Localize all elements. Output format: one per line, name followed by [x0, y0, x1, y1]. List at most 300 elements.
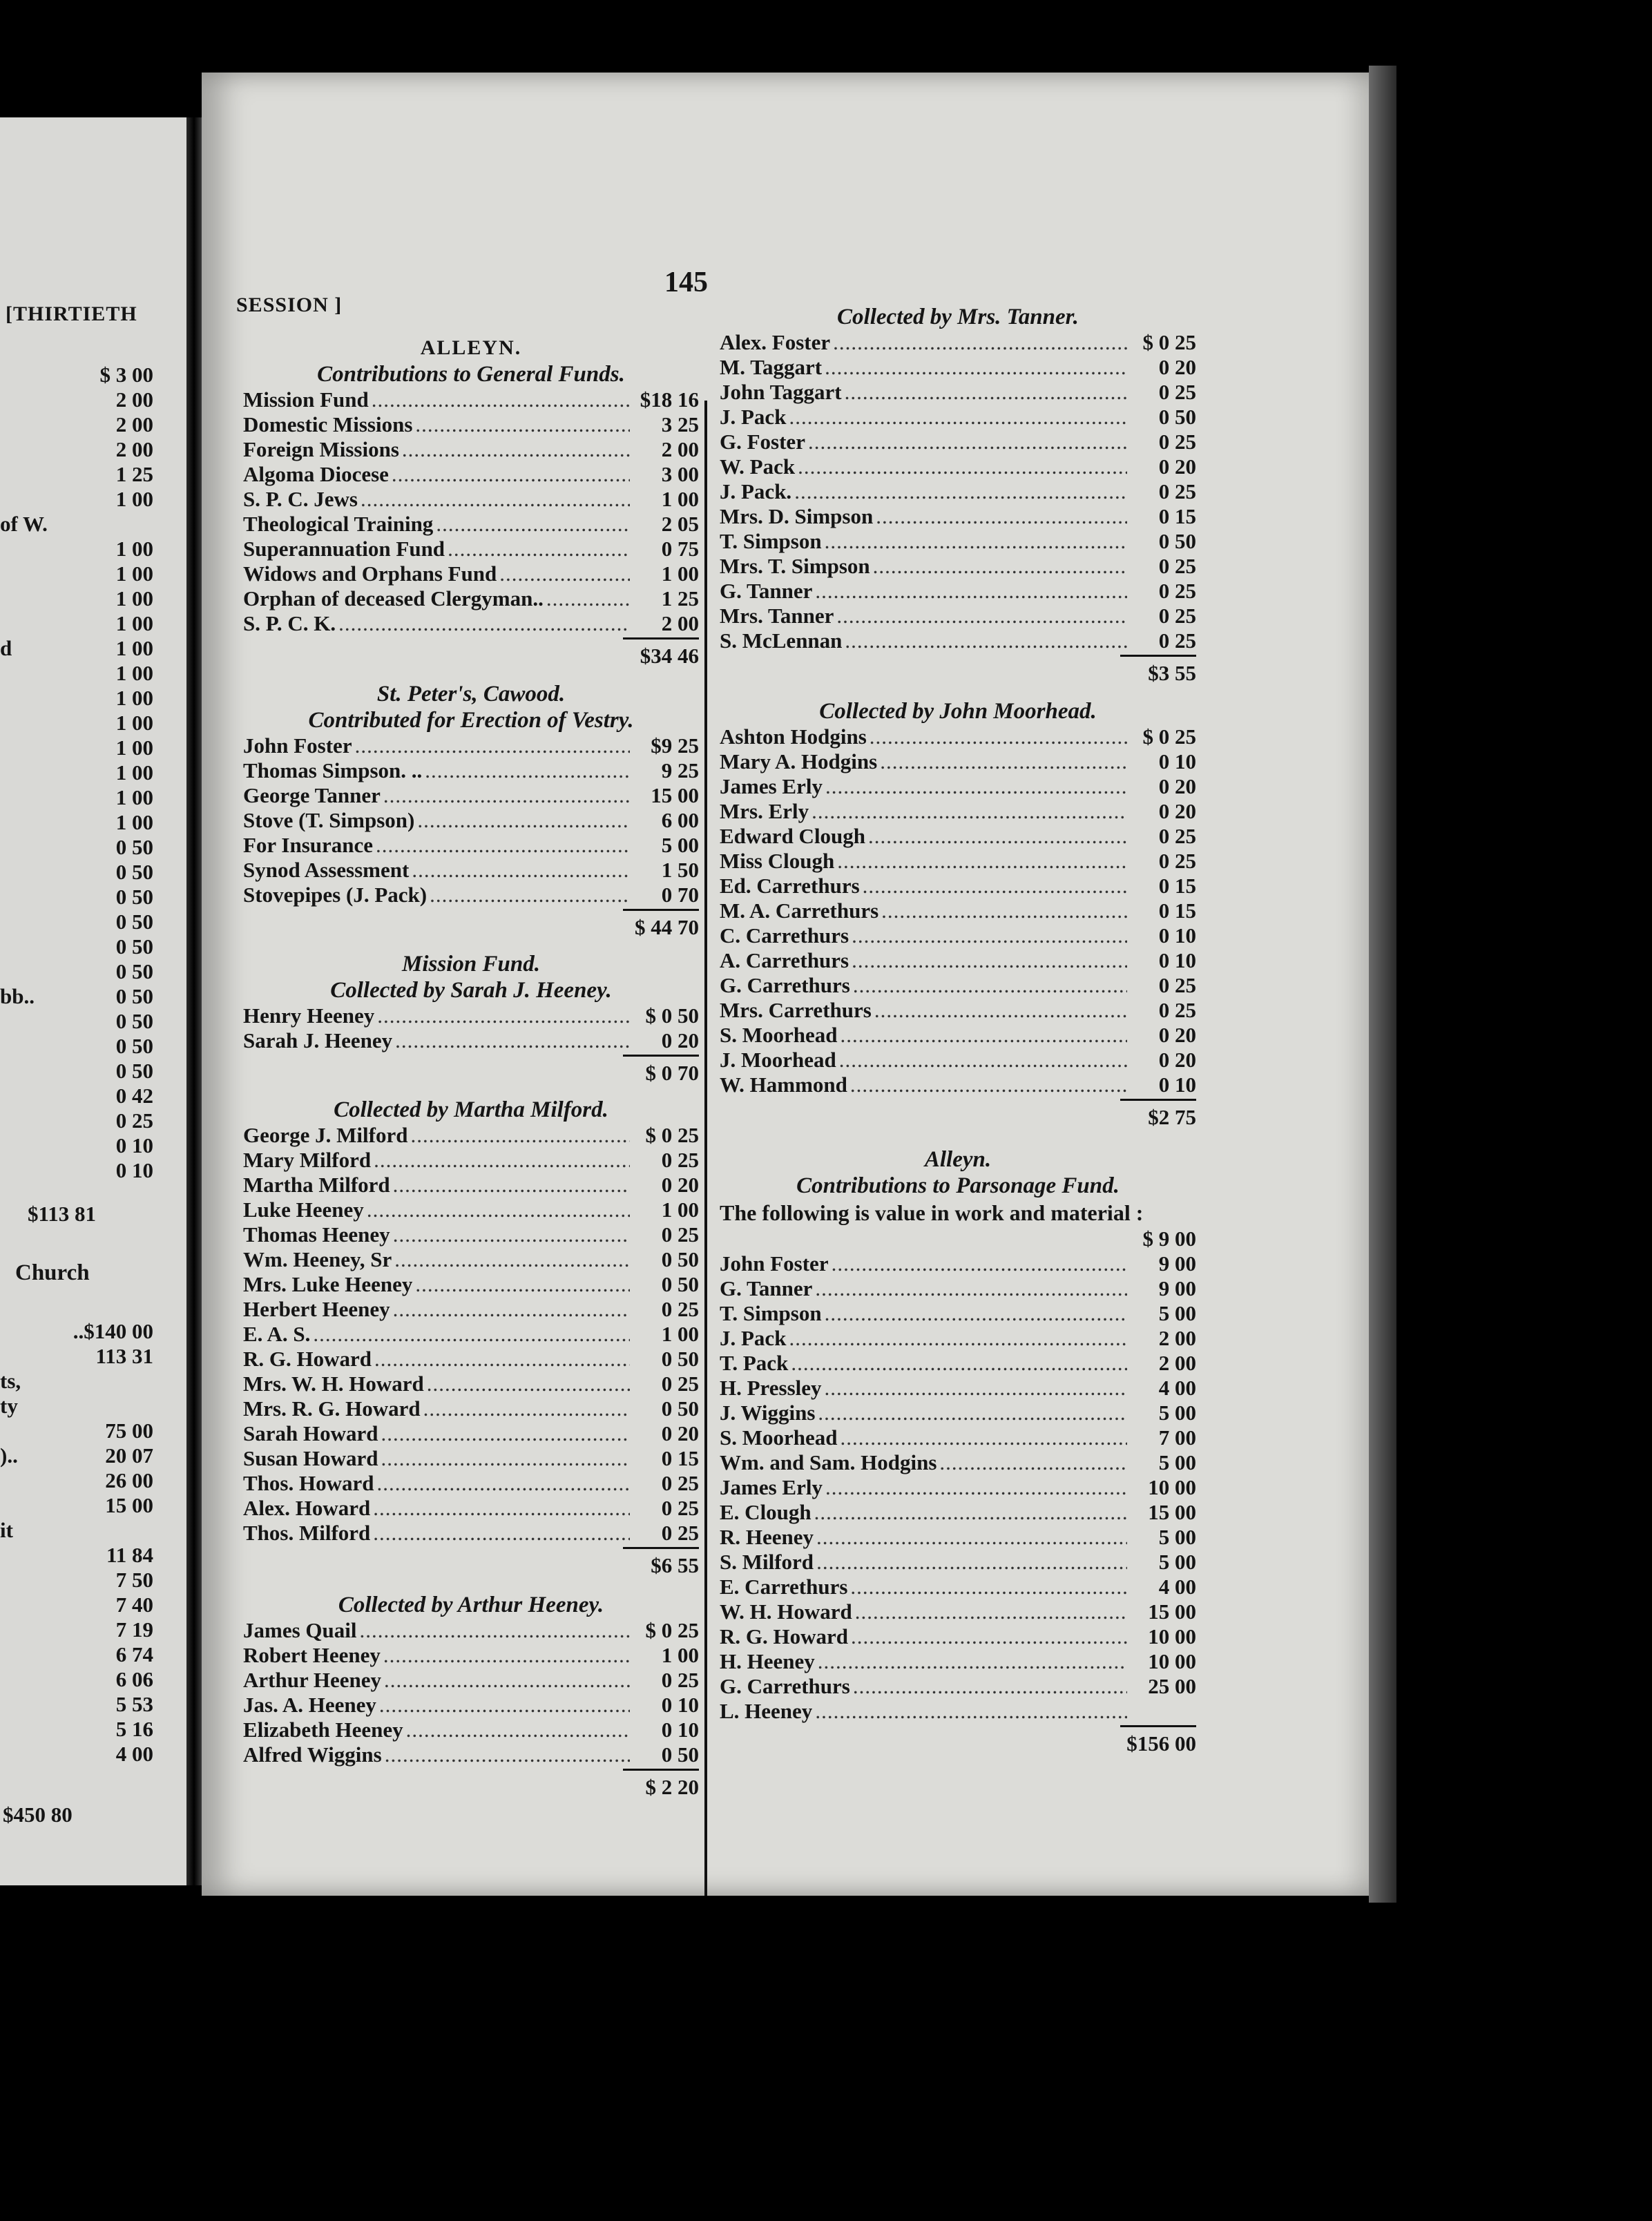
left-page-row — [0, 1568, 153, 1593]
ledger-row — [243, 512, 699, 537]
leader-dots — [863, 874, 1127, 898]
amount: 0 25 — [661, 1496, 699, 1520]
ledger-row — [243, 1297, 699, 1322]
leader-dots — [876, 504, 1127, 529]
ledger-row — [243, 1173, 699, 1198]
leader-dots — [816, 1550, 1127, 1575]
contributor-name: G. Carrethurs — [720, 973, 850, 997]
amount: 5 00 — [1158, 1301, 1196, 1325]
column-right — [720, 304, 1196, 1758]
leader-dots — [825, 1301, 1127, 1326]
ledger-row — [243, 1372, 699, 1396]
leader-dots — [423, 1396, 630, 1421]
leader-dots — [825, 355, 1127, 380]
ledger-row — [243, 487, 699, 512]
ledger-row — [243, 808, 699, 833]
contributor-name: G. Carrethurs — [720, 1674, 850, 1698]
contributor-name: G. Tanner — [720, 579, 813, 603]
amount: 2 00 — [661, 437, 699, 461]
leader-dots — [430, 883, 630, 907]
ledger-row — [243, 537, 699, 561]
left-page-row — [0, 1369, 153, 1394]
leader-dots — [841, 1425, 1128, 1450]
contributor-name: M. A. Carrethurs — [720, 898, 879, 923]
ledger-row — [243, 1148, 699, 1173]
contributor-name: J. Moorhead — [720, 1048, 836, 1072]
ledger-row — [720, 824, 1196, 849]
amount: 0 50 — [661, 1396, 699, 1421]
left-page-row — [0, 1419, 153, 1443]
leader-dots — [818, 1401, 1127, 1425]
leader-dots — [415, 1272, 630, 1297]
leader-dots — [415, 412, 630, 437]
contributor-name: Mrs. Luke Heeney — [243, 1272, 413, 1296]
leader-dots — [841, 1023, 1128, 1048]
leader-dots — [870, 724, 1127, 749]
right-page — [202, 73, 1369, 1896]
left-page-row — [0, 1667, 153, 1692]
ledger-row — [243, 387, 699, 412]
ledger-row — [243, 1322, 699, 1347]
leader-dots — [384, 1668, 630, 1693]
ledger-row — [720, 1450, 1196, 1475]
contributor-name: Martha Milford — [243, 1173, 390, 1197]
left-page-row — [0, 1593, 153, 1617]
contributor-name: Alex. Howard — [243, 1496, 371, 1520]
ledger-row — [720, 1500, 1196, 1525]
amount: 0 10 — [1158, 749, 1196, 773]
contributor-name: James Erly — [720, 1475, 823, 1499]
leader-dots — [381, 1421, 631, 1446]
section-total: $ 2 20 — [645, 1775, 699, 1799]
left-page-row — [0, 1468, 153, 1493]
ledger-row — [720, 1023, 1196, 1048]
ledger-row — [720, 1073, 1196, 1097]
ledger-row — [243, 561, 699, 586]
left-page-row — [0, 686, 153, 711]
amount: 9 00 — [1158, 1251, 1196, 1276]
left-page-amount: 4 00 — [115, 1742, 153, 1766]
left-page-row — [0, 1394, 153, 1419]
leader-dots — [313, 1322, 630, 1347]
amount: 5 00 — [1158, 1550, 1196, 1574]
left-page-row — [0, 934, 153, 959]
left-page-row — [0, 462, 153, 487]
ledger-row — [720, 1649, 1196, 1674]
ledger-row — [720, 405, 1196, 430]
contributor-name: M. Taggart — [720, 355, 823, 379]
contributor-name: Jas. A. Heeney — [243, 1693, 376, 1717]
left-page-row — [0, 512, 153, 537]
ledger-row — [243, 883, 699, 907]
amount: 0 25 — [1158, 479, 1196, 503]
left-page-amount: 113 31 — [95, 1344, 153, 1368]
left-page-label: it — [0, 1518, 13, 1542]
section-title: Collected by Mrs. Tanner. — [837, 305, 1079, 329]
leader-dots — [839, 1048, 1127, 1073]
amount: 0 20 — [1158, 454, 1196, 479]
ledger-row — [720, 430, 1196, 454]
section-total: $3 55 — [1148, 661, 1196, 685]
contributor-name: For Insurance — [243, 833, 374, 857]
ledger-row — [243, 1618, 699, 1643]
leader-dots — [845, 380, 1127, 405]
amount: 5 00 — [1158, 1450, 1196, 1474]
amount: 0 25 — [1158, 998, 1196, 1022]
left-page — [0, 117, 186, 1885]
ledger-row — [720, 948, 1196, 973]
ledger-row — [243, 1198, 699, 1222]
amount: 5 00 — [661, 833, 699, 857]
leader-dots — [394, 1247, 630, 1272]
left-page-amount: 0 50 — [115, 1059, 153, 1083]
left-page-row — [0, 437, 153, 462]
amount: 0 25 — [661, 1372, 699, 1396]
contributor-name: Henry Heeney — [243, 1003, 375, 1028]
leader-dots — [808, 430, 1127, 454]
left-page-row — [0, 711, 153, 735]
left-page-amount: 75 00 — [105, 1419, 153, 1443]
contributor-name: Elizabeth Heeney — [243, 1718, 403, 1742]
page-edge — [1369, 66, 1396, 1903]
leader-dots — [385, 1742, 630, 1767]
ledger-row — [720, 1048, 1196, 1073]
amount: 6 00 — [661, 808, 699, 832]
contributor-name: Algoma Diocese — [243, 462, 389, 486]
left-page-row — [0, 959, 153, 984]
leader-dots — [798, 454, 1127, 479]
contributor-name: Thomas Heeney — [243, 1222, 390, 1247]
amount: 0 25 — [1158, 849, 1196, 873]
leader-dots — [338, 611, 630, 636]
leader-dots — [376, 833, 630, 858]
left-page-row — [0, 885, 153, 910]
left-page-row — [0, 735, 153, 760]
left-page-label: ty — [0, 1394, 18, 1418]
leader-dots — [361, 487, 630, 512]
contributor-name: G. Tanner — [720, 1276, 813, 1300]
contributor-name: Alfred Wiggins — [243, 1742, 382, 1767]
ledger-row — [720, 355, 1196, 380]
left-page-row — [0, 561, 153, 586]
leader-dots — [853, 973, 1127, 998]
amount: 15 00 — [651, 783, 699, 807]
ledger-row — [720, 1674, 1196, 1699]
left-page-row — [0, 1742, 153, 1767]
left-page-row — [0, 1108, 153, 1133]
leader-dots — [853, 1674, 1127, 1699]
amount: 0 25 — [661, 1148, 699, 1172]
leader-dots — [851, 1624, 1127, 1649]
amount: 0 20 — [1158, 774, 1196, 798]
left-page-subtotal: $113 81 — [28, 1202, 97, 1226]
ledger-row — [720, 554, 1196, 579]
leader-dots — [789, 405, 1127, 430]
leader-dots — [406, 1718, 630, 1742]
ledger-row — [720, 1550, 1196, 1575]
ledger-row — [720, 454, 1196, 479]
contributor-name: Thomas Simpson. .. — [243, 758, 423, 782]
ledger-row — [243, 1003, 699, 1028]
contributor-name: A. Carrethurs — [720, 948, 849, 972]
left-page-row — [0, 611, 153, 636]
contributor-name: Ashton Hodgins — [720, 724, 867, 749]
leader-dots — [393, 1297, 630, 1322]
ledger-row — [243, 1347, 699, 1372]
left-page-amount: 20 07 — [105, 1443, 153, 1468]
contributor-name: W. Hammond — [720, 1073, 847, 1097]
contributor-name: R. Heeney — [720, 1525, 814, 1549]
amount: 0 10 — [661, 1718, 699, 1742]
leader-dots — [815, 1276, 1127, 1301]
ledger-row — [243, 611, 699, 636]
section-title: Contributions to Parsonage Fund. — [796, 1173, 1120, 1198]
ledger-row — [243, 1718, 699, 1742]
contributor-name: S. P. C. K. — [243, 611, 336, 635]
left-page-row — [0, 1084, 153, 1108]
contributor-name: Mrs. D. Simpson — [720, 504, 874, 528]
contributor-name: Foreign Missions — [243, 437, 399, 461]
left-page-amount: 0 50 — [115, 934, 153, 959]
contributor-name: Widows and Orphans Fund — [243, 561, 497, 586]
contributor-name: E. Clough — [720, 1500, 811, 1524]
leader-dots — [393, 1173, 630, 1198]
contributor-name: Arthur Heeney — [243, 1668, 382, 1692]
leader-dots — [832, 1251, 1127, 1276]
contributor-name: Mission Fund — [243, 387, 369, 412]
amount: 0 20 — [661, 1421, 699, 1445]
page-number: 145 — [664, 267, 708, 298]
ledger-row — [720, 923, 1196, 948]
ledger-row — [720, 1251, 1196, 1276]
left-page-row — [0, 1617, 153, 1642]
ledger-row — [243, 1496, 699, 1521]
amount: 0 70 — [661, 883, 699, 907]
amount: 5 00 — [1158, 1525, 1196, 1549]
contributor-name: John Foster — [720, 1251, 829, 1276]
leader-dots — [880, 749, 1127, 774]
contributor-name: Mrs. R. G. Howard — [243, 1396, 421, 1421]
left-page-amount: 0 50 — [115, 885, 153, 909]
leader-dots — [837, 849, 1127, 874]
ledger-row — [243, 586, 699, 611]
section-total: $34 46 — [640, 644, 699, 668]
left-page-amount: ..$140 00 — [73, 1319, 153, 1343]
left-page-row — [0, 1717, 153, 1742]
amount: 25 00 — [1148, 1674, 1196, 1698]
ledger-row — [720, 604, 1196, 628]
ledger-row — [720, 1475, 1196, 1500]
leader-dots — [395, 1028, 630, 1053]
ledger-row — [720, 998, 1196, 1023]
section-total: $156 00 — [1126, 1731, 1196, 1756]
ledger-row — [720, 898, 1196, 923]
leader-dots — [410, 1123, 630, 1148]
ledger-row — [243, 1742, 699, 1767]
leader-dots — [417, 808, 630, 833]
left-page-amount: 7 50 — [115, 1568, 153, 1592]
ledger-row — [243, 783, 699, 808]
section-intro: The following is value in work and material : — [720, 1200, 1144, 1225]
ledger-row — [720, 799, 1196, 824]
amount: 1 00 — [661, 487, 699, 511]
section-place: Mission Fund. — [402, 952, 540, 977]
left-page-row — [0, 860, 153, 885]
leader-dots — [850, 1575, 1127, 1599]
ledger-row — [720, 1599, 1196, 1624]
left-page-amount: 6 74 — [115, 1642, 153, 1666]
amount: 0 15 — [1158, 504, 1196, 528]
amount: 0 25 — [1158, 579, 1196, 603]
amount: 0 50 — [1158, 405, 1196, 429]
amount: 10 00 — [1148, 1624, 1196, 1648]
left-page-amount: 0 50 — [115, 1009, 153, 1033]
amount: 0 10 — [1158, 923, 1196, 948]
amount: 2 00 — [661, 611, 699, 635]
contributor-name: Miss Clough — [720, 849, 835, 873]
left-page-row — [0, 1158, 153, 1183]
ledger-row — [243, 1396, 699, 1421]
ledger-row — [243, 758, 699, 783]
amount: 10 00 — [1148, 1475, 1196, 1499]
left-page-amount: 1 25 — [115, 462, 153, 486]
left-page-row — [0, 1059, 153, 1084]
contributor-name: Thos. Milford — [243, 1521, 371, 1545]
leader-dots — [355, 733, 630, 758]
amount: 0 25 — [1158, 430, 1196, 454]
left-page-amount: 1 00 — [115, 785, 153, 809]
contributor-name: S. Moorhead — [720, 1023, 838, 1047]
left-page-row — [0, 1493, 153, 1518]
ledger-row — [720, 874, 1196, 898]
left-page-amount: 1 00 — [115, 810, 153, 834]
ledger-row — [243, 1222, 699, 1247]
leader-dots — [852, 948, 1127, 973]
left-page-amount: 1 00 — [115, 636, 153, 660]
ledger-row — [720, 749, 1196, 774]
arthur-heeney-section — [243, 1592, 699, 1801]
ledger-row — [243, 462, 699, 487]
contributor-name: Wm. and Sam. Hodgins — [720, 1450, 937, 1474]
amount: $ 0 50 — [645, 1003, 699, 1028]
contributor-name: Mrs. Erly — [720, 799, 809, 823]
left-page-label: of W. — [0, 512, 48, 536]
ledger-row — [243, 858, 699, 883]
ledger-row — [720, 1376, 1196, 1401]
left-page-amount: 1 00 — [115, 586, 153, 610]
contributor-name: T. Simpson — [720, 1301, 822, 1325]
leader-dots — [383, 783, 630, 808]
left-page-row — [0, 1344, 153, 1369]
book-gutter — [186, 117, 202, 1885]
contributor-name: Mrs. Tanner — [720, 604, 834, 628]
ledger-row — [720, 330, 1196, 355]
leader-dots — [402, 437, 630, 462]
amount: 0 10 — [1158, 948, 1196, 972]
contributor-name: Domestic Missions — [243, 412, 413, 436]
contributor-name: Thos. Howard — [243, 1471, 374, 1495]
amount: $ 0 25 — [645, 1123, 699, 1147]
contributor-name: Sarah J. Heeney — [243, 1028, 393, 1052]
contributor-name: L. Heeney — [720, 1699, 813, 1723]
leader-dots — [874, 998, 1127, 1023]
leader-dots — [852, 923, 1127, 948]
contributor-name: W. Pack — [720, 454, 796, 479]
section-title: Collected by Arthur Heeney. — [338, 1593, 604, 1617]
leader-dots — [383, 1643, 630, 1668]
leader-dots — [855, 1599, 1127, 1624]
contributor-name: Robert Heeney — [243, 1643, 381, 1667]
left-page-label: ts, — [0, 1369, 21, 1393]
left-page-row — [0, 1319, 153, 1344]
left-page-amount: 0 42 — [115, 1084, 153, 1108]
ledger-row — [243, 412, 699, 437]
left-page-row — [0, 1543, 153, 1568]
leader-dots — [811, 799, 1127, 824]
amount: 0 25 — [661, 1297, 699, 1321]
leader-dots — [373, 1521, 630, 1546]
sarah-heeney-section — [243, 951, 699, 1087]
left-page-row — [0, 363, 153, 387]
ledger-row — [720, 1525, 1196, 1550]
leader-dots — [825, 1475, 1127, 1500]
ledger-row — [243, 1471, 699, 1496]
ledger-row — [243, 1521, 699, 1546]
column-left — [243, 335, 699, 1801]
contributor-name: Mrs. W. H. Howard — [243, 1372, 424, 1396]
ledger-row — [243, 437, 699, 462]
left-page-amount: 1 00 — [115, 611, 153, 635]
ledger-row — [720, 504, 1196, 529]
amount: 3 25 — [661, 412, 699, 436]
amount: 0 25 — [661, 1222, 699, 1247]
left-page-row — [0, 586, 153, 611]
ledger-row — [243, 1643, 699, 1668]
left-page-amount: 5 53 — [115, 1692, 153, 1716]
left-page-row — [0, 810, 153, 835]
left-page-amount: 0 50 — [115, 910, 153, 934]
amount: $ 0 25 — [1142, 330, 1196, 354]
amount: 1 00 — [661, 561, 699, 586]
amount: 0 10 — [1158, 1073, 1196, 1097]
amount: 1 00 — [661, 1198, 699, 1222]
ledger-row — [720, 849, 1196, 874]
ledger-row — [720, 973, 1196, 998]
leader-dots — [499, 561, 630, 586]
contributor-name: J. Pack — [720, 1326, 787, 1350]
contributor-name: Superannuation Fund — [243, 537, 445, 561]
contributor-name: James Quail — [243, 1618, 357, 1642]
contributor-name: John Foster — [243, 733, 352, 758]
leader-dots — [393, 1222, 630, 1247]
column-divider — [704, 401, 707, 1896]
leader-dots — [374, 1347, 630, 1372]
left-page-amount: 1 00 — [115, 735, 153, 760]
ledger-row — [720, 1401, 1196, 1425]
amount: 4 00 — [1158, 1376, 1196, 1400]
ledger-row — [243, 1668, 699, 1693]
ledger-row — [243, 1123, 699, 1148]
amount: 0 20 — [1158, 1023, 1196, 1047]
left-page-row — [0, 1443, 153, 1468]
leader-dots — [825, 529, 1127, 554]
leader-dots — [815, 579, 1127, 604]
left-page-amount: 0 10 — [115, 1158, 153, 1182]
amount: 0 25 — [1158, 824, 1196, 848]
contributor-name: T. Pack — [720, 1351, 789, 1375]
contributor-name: Synod Assessment — [243, 858, 410, 882]
left-page-amount: 1 00 — [115, 537, 153, 561]
